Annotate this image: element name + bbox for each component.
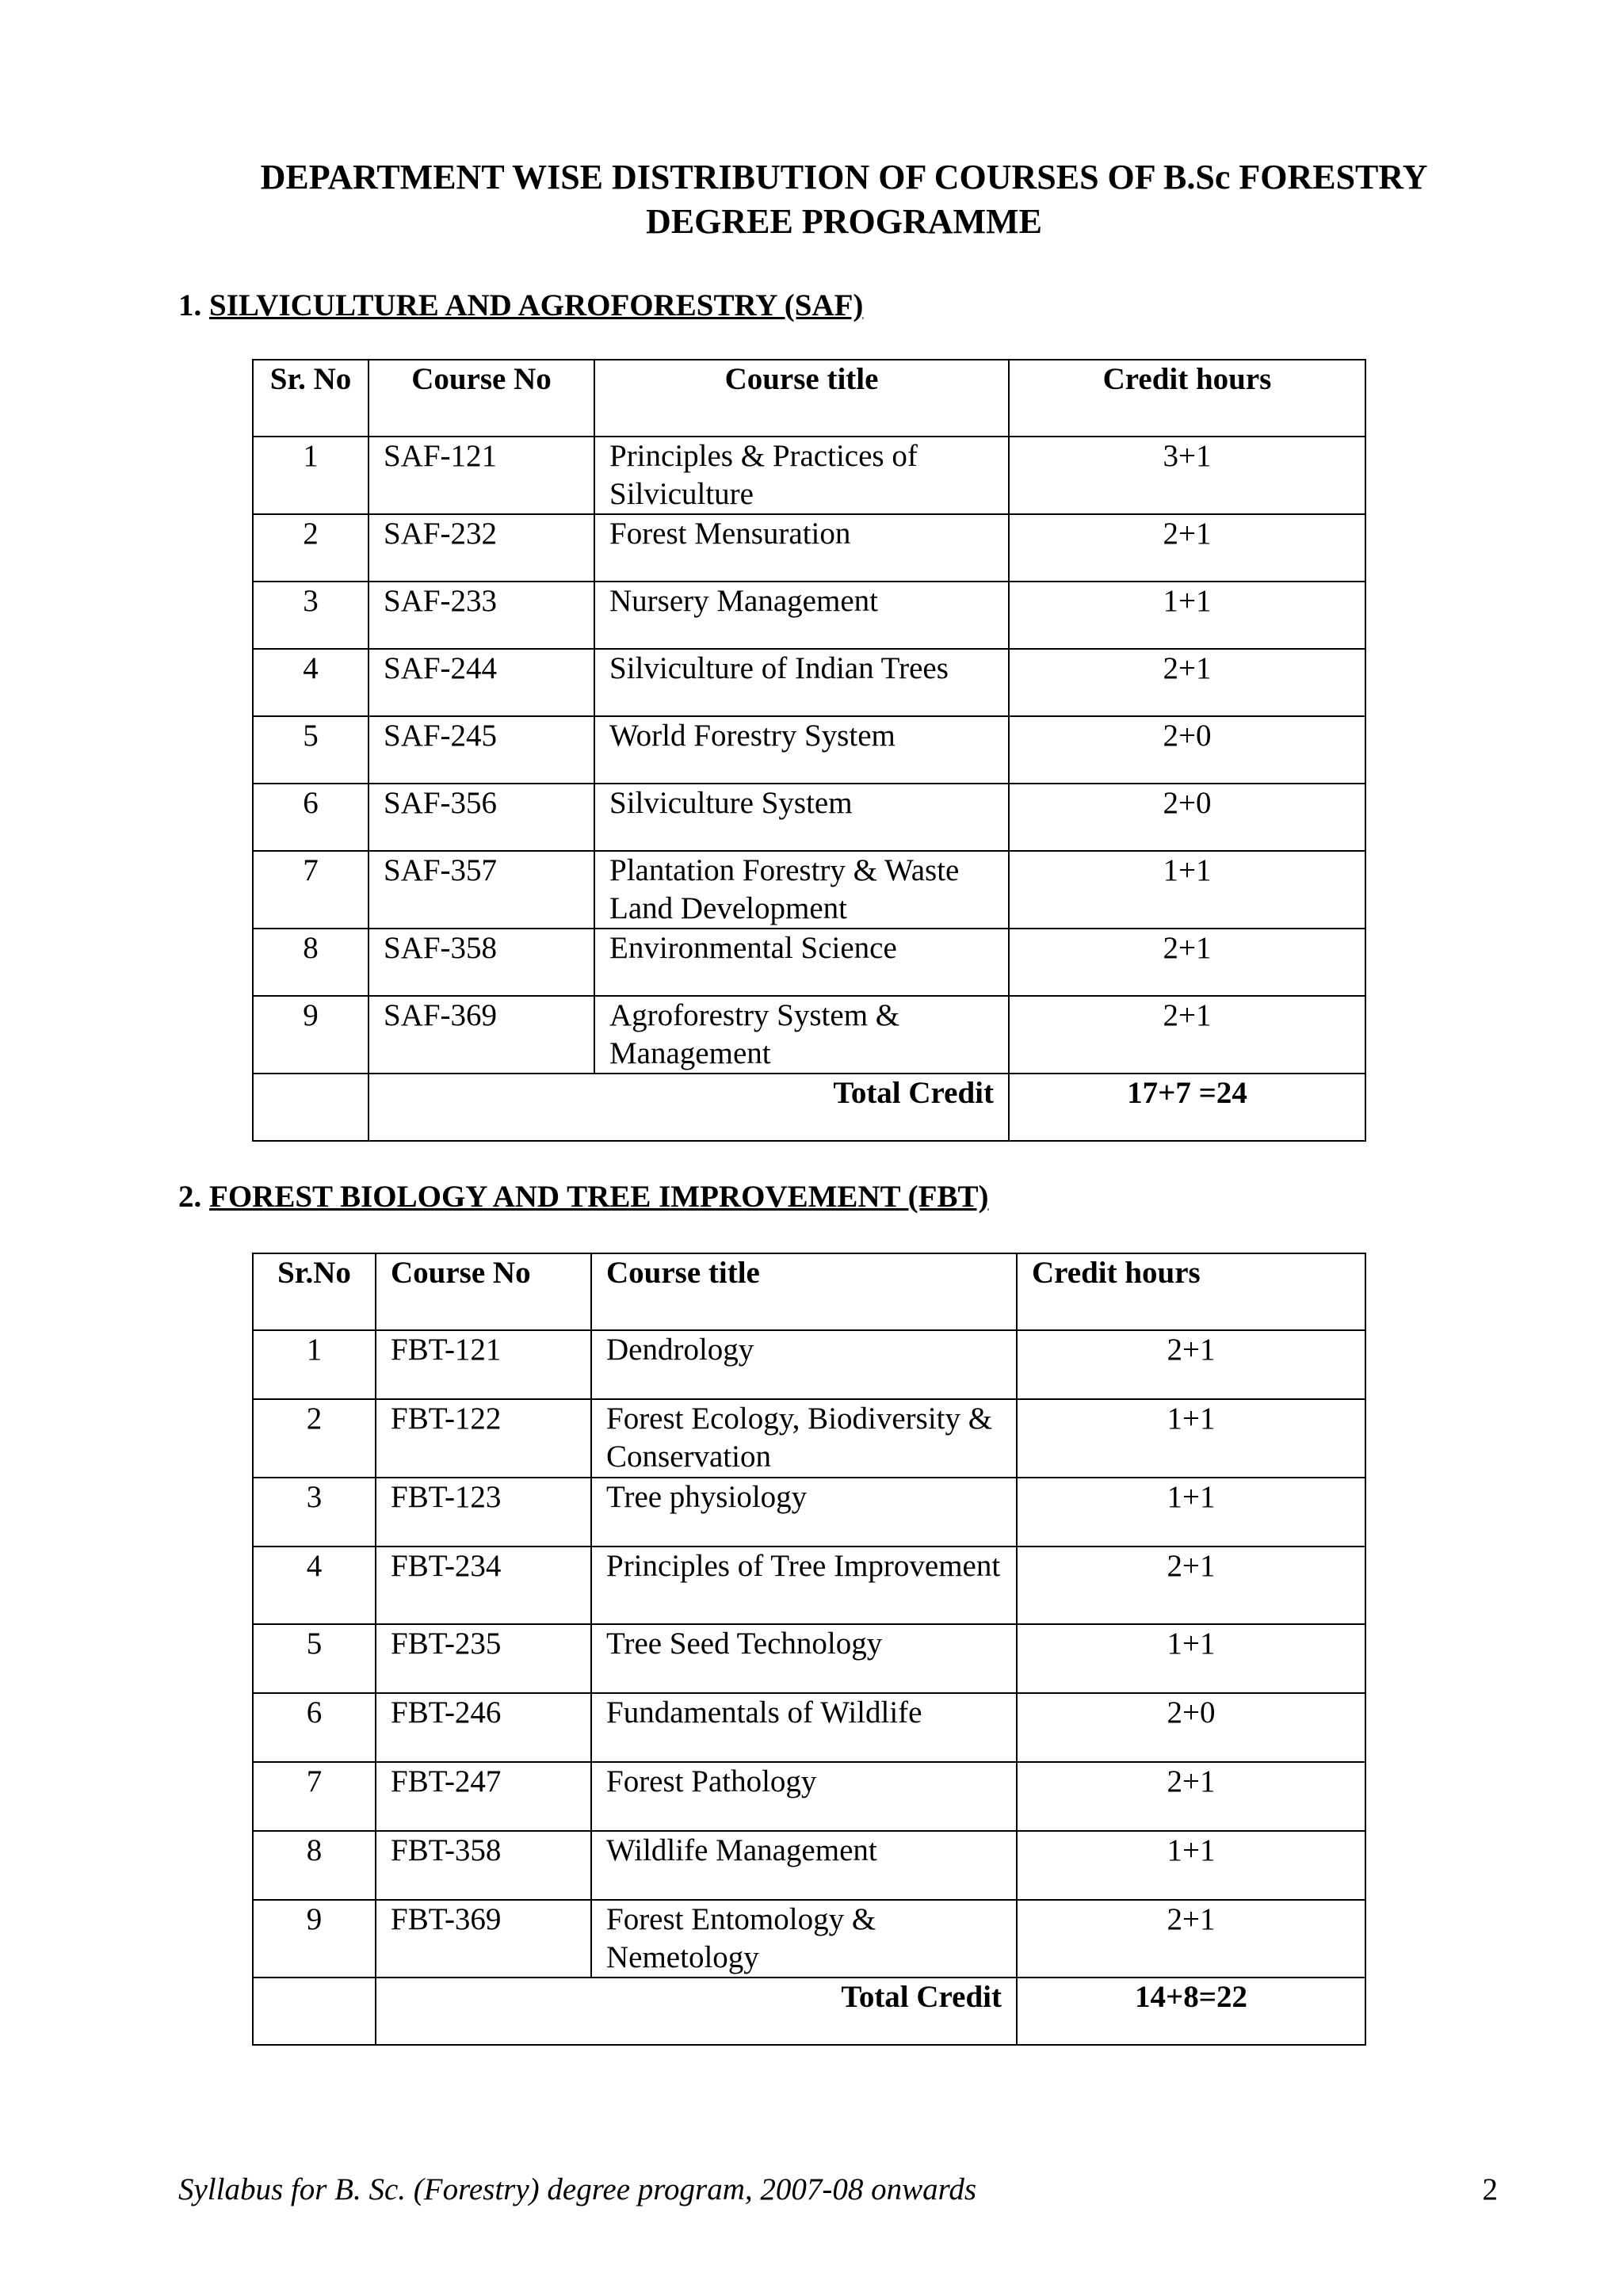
header-course-no: Course No — [376, 1253, 591, 1330]
credit-hours-cell: 1+1 — [1017, 1399, 1365, 1478]
header-sr-no: Sr.No — [253, 1253, 376, 1330]
section-heading-saf — [178, 287, 863, 325]
credit-hours-cell: 2+1 — [1017, 1762, 1365, 1831]
credit-hours-cell: 2+1 — [1009, 514, 1365, 582]
table-header-row — [253, 360, 1365, 437]
header-course-no: Course No — [369, 360, 594, 437]
table-row — [253, 1478, 1365, 1547]
table-row — [253, 1831, 1365, 1900]
total-credit-label: Total Credit — [376, 1978, 1017, 2045]
sr-no-cell: 5 — [253, 1624, 376, 1693]
sr-no-cell: 1 — [253, 437, 369, 514]
credit-hours-cell: 3+1 — [1009, 437, 1365, 514]
credit-hours-cell: 2+1 — [1017, 1330, 1365, 1399]
credit-hours-cell: 2+0 — [1009, 716, 1365, 784]
page-title — [143, 155, 1545, 244]
credit-hours-cell: 2+1 — [1009, 929, 1365, 996]
course-table-fbt — [252, 1253, 1366, 2046]
course-title-cell: Silviculture of Indian Trees — [594, 649, 1009, 716]
course-no-cell: FBT-123 — [376, 1478, 591, 1547]
course-no-cell: SAF-245 — [369, 716, 594, 784]
table-row — [253, 514, 1365, 582]
sr-no-cell: 1 — [253, 1330, 376, 1399]
table-header-row — [253, 1253, 1365, 1330]
course-title-cell: Forest Entomology & Nemetology — [591, 1900, 1017, 1978]
total-credit-label: Total Credit — [369, 1074, 1009, 1141]
sr-no-cell: 3 — [253, 1478, 376, 1547]
course-no-cell: SAF-233 — [369, 582, 594, 649]
course-title-cell: Forest Ecology, Biodiversity & Conservation — [591, 1399, 1017, 1478]
course-title-cell: Principles of Tree Improvement — [591, 1547, 1017, 1624]
table-row — [253, 1762, 1365, 1831]
course-no-cell: FBT-234 — [376, 1547, 591, 1624]
sr-no-cell: 4 — [253, 649, 369, 716]
course-no-cell: FBT-358 — [376, 1831, 591, 1900]
table-row — [253, 996, 1365, 1074]
course-no-cell: SAF-356 — [369, 784, 594, 851]
table-row — [253, 716, 1365, 784]
course-title-cell: Silviculture System — [594, 784, 1009, 851]
course-no-cell: SAF-357 — [369, 851, 594, 929]
total-row — [253, 1978, 1365, 2045]
course-title-cell: Principles & Practices of Silviculture — [594, 437, 1009, 514]
sr-no-cell: 6 — [253, 784, 369, 851]
course-no-cell: SAF-121 — [369, 437, 594, 514]
sr-no-cell: 8 — [253, 929, 369, 996]
course-no-cell: SAF-232 — [369, 514, 594, 582]
table-row — [253, 1624, 1365, 1693]
table-row — [253, 1399, 1365, 1478]
section-name: SILVICULTURE AND AGROFORESTRY (SAF) — [209, 288, 864, 322]
course-no-cell: FBT-247 — [376, 1762, 591, 1831]
table-row — [253, 851, 1365, 929]
table-row — [253, 1693, 1365, 1762]
header-credit-hours: Credit hours — [1017, 1253, 1365, 1330]
sr-no-cell: 8 — [253, 1831, 376, 1900]
sr-no-cell: 9 — [253, 1900, 376, 1978]
table-row — [253, 929, 1365, 996]
course-title-cell: Agroforestry System & Management — [594, 996, 1009, 1074]
sr-no-cell: 5 — [253, 716, 369, 784]
section-number: 2. — [178, 1180, 209, 1214]
course-title-cell: Tree Seed Technology — [591, 1624, 1017, 1693]
credit-hours-cell: 1+1 — [1017, 1478, 1365, 1547]
course-no-cell: FBT-121 — [376, 1330, 591, 1399]
credit-hours-cell: 2+0 — [1009, 784, 1365, 851]
total-credit-value: 17+7 =24 — [1009, 1074, 1365, 1141]
header-course-title: Course title — [591, 1253, 1017, 1330]
sr-no-cell: 3 — [253, 582, 369, 649]
table-row — [253, 582, 1365, 649]
header-course-title: Course title — [594, 360, 1009, 437]
credit-hours-cell: 1+1 — [1009, 851, 1365, 929]
sr-no-cell: 6 — [253, 1693, 376, 1762]
course-table-saf — [252, 359, 1366, 1142]
section-number: 1. — [178, 288, 209, 322]
course-title-cell: Tree physiology — [591, 1478, 1017, 1547]
total-empty-cell — [253, 1074, 369, 1141]
credit-hours-cell: 2+1 — [1017, 1547, 1365, 1624]
course-no-cell: FBT-122 — [376, 1399, 591, 1478]
course-no-cell: FBT-235 — [376, 1624, 591, 1693]
credit-hours-cell: 1+1 — [1017, 1624, 1365, 1693]
credit-hours-cell: 1+1 — [1017, 1831, 1365, 1900]
section-name: FOREST BIOLOGY AND TREE IMPROVEMENT (FBT) — [209, 1180, 989, 1214]
course-title-cell: Wildlife Management — [591, 1831, 1017, 1900]
course-no-cell: SAF-244 — [369, 649, 594, 716]
total-row — [253, 1074, 1365, 1141]
table-row — [253, 649, 1365, 716]
sr-no-cell: 9 — [253, 996, 369, 1074]
table-row — [253, 437, 1365, 514]
header-sr-no: Sr. No — [253, 360, 369, 437]
header-credit-hours: Credit hours — [1009, 360, 1365, 437]
credit-hours-cell: 2+1 — [1017, 1900, 1365, 1978]
credit-hours-cell: 2+0 — [1017, 1693, 1365, 1762]
course-title-cell: World Forestry System — [594, 716, 1009, 784]
sr-no-cell: 2 — [253, 514, 369, 582]
course-no-cell: SAF-369 — [369, 996, 594, 1074]
page-title-line-2: DEGREE PROGRAMME — [646, 202, 1042, 241]
course-title-cell: Plantation Forestry & Waste Land Development — [594, 851, 1009, 929]
course-no-cell: FBT-369 — [376, 1900, 591, 1978]
sr-no-cell: 7 — [253, 851, 369, 929]
total-empty-cell — [253, 1978, 376, 2045]
table-row — [253, 784, 1365, 851]
course-title-cell: Fundamentals of Wildlife — [591, 1693, 1017, 1762]
table-row — [253, 1547, 1365, 1624]
total-credit-value: 14+8=22 — [1017, 1978, 1365, 2045]
course-title-cell: Nursery Management — [594, 582, 1009, 649]
section-heading-fbt — [178, 1178, 988, 1216]
credit-hours-cell: 2+1 — [1009, 649, 1365, 716]
credit-hours-cell: 2+1 — [1009, 996, 1365, 1074]
course-title-cell: Dendrology — [591, 1330, 1017, 1399]
footer-caption: Syllabus for B. Sc. (Forestry) degree program, 2007-08 onwards — [178, 2172, 977, 2206]
page-footer — [178, 2171, 1498, 2209]
course-no-cell: SAF-358 — [369, 929, 594, 996]
course-title-cell: Environmental Science — [594, 929, 1009, 996]
credit-hours-cell: 1+1 — [1009, 582, 1365, 649]
table-row — [253, 1900, 1365, 1978]
course-title-cell: Forest Mensuration — [594, 514, 1009, 582]
sr-no-cell: 7 — [253, 1762, 376, 1831]
sr-no-cell: 4 — [253, 1547, 376, 1624]
table-row — [253, 1330, 1365, 1399]
page-title-line-1: DEPARTMENT WISE DISTRIBUTION OF COURSES OF B.Sc FORESTRY — [260, 158, 1428, 196]
course-no-cell: FBT-246 — [376, 1693, 591, 1762]
course-title-cell: Forest Pathology — [591, 1762, 1017, 1831]
page-number: 2 — [1482, 2172, 1498, 2206]
sr-no-cell: 2 — [253, 1399, 376, 1478]
